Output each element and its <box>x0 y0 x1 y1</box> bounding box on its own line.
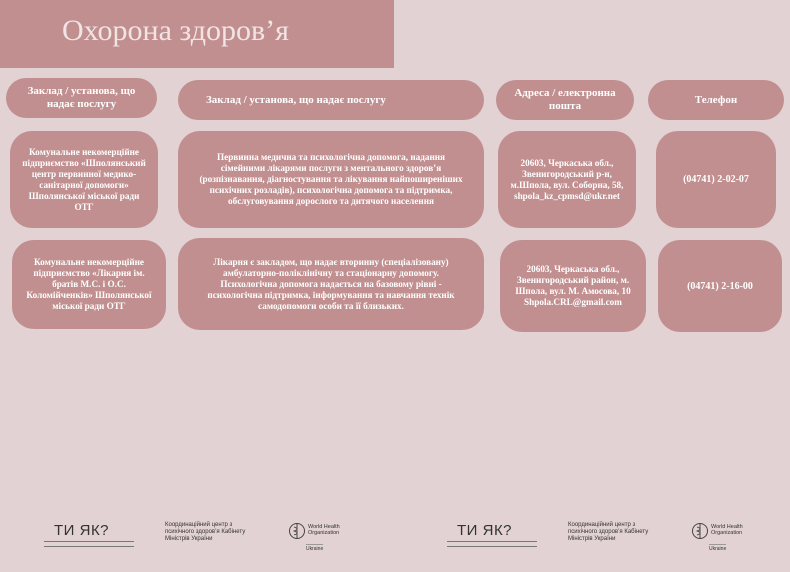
who-emblem-icon <box>691 522 709 540</box>
ty-yak-logo: ТИ ЯК? <box>54 522 110 539</box>
who-text: World Health Organization <box>711 524 743 536</box>
page-title: Охорона здоров’я <box>62 14 289 47</box>
coordination-center-text: Координаційний центр з психічного здоров’я Кабінету Міністрів України <box>568 522 649 542</box>
header-institution-service: Заклад / установа, що надає послугу <box>178 80 484 120</box>
row2-institution: Комунальне некомерційне підприємство «Лікарня ім. братів М.С. і О.С. Коломійченків» Шполянської міської ради ОТГ <box>12 240 166 329</box>
header-address: Адреса / електронна пошта <box>496 80 634 120</box>
footer-logos-right <box>395 518 790 552</box>
header-phone: Телефон <box>648 80 784 120</box>
footer-logos-left <box>0 518 395 552</box>
row1-phone: (04741) 2-02-07 <box>656 131 776 228</box>
row1-service: Первинна медична та психологічна допомога, надання сімейними лікарями послуги з ментального здоров’я (розпізнавання, діагностування та лікування найпоширеніших психічних розладів), психологічна допомога та підтримка, обслуговування дорослого та дитячого населення <box>178 131 484 228</box>
row2-service: Лікарня є закладом, що надає вторинну (спеціалізовану) амбулаторно-поліклінічну та стаціонарну допомогу. Психологічна допомога надається на базовому рівні - психологічна підтримка, інформування та навчання технік самодопомоги особи та її близьких. <box>178 238 484 330</box>
row1-address: 20603, Черкаська обл., Звенигородський р-н, м.Шпола, вул. Соборна, 58, shpola_kz_cpmsd@ukr.net <box>498 131 636 228</box>
who-country: Ukraine <box>709 546 727 552</box>
ty-yak-logo-underline <box>44 541 134 547</box>
row1-institution: Комунальне некомерційне підприємство «Шполянський центр первинної медико-санітарної допомоги» Шполянської міської ради ОТГ <box>10 131 158 228</box>
header-institution: Заклад / установа, що надає послугу <box>6 78 157 118</box>
row2-phone: (04741) 2-16-00 <box>658 240 782 332</box>
coordination-center-text: Координаційний центр з психічного здоров’я Кабінету Міністрів України <box>165 522 246 542</box>
ty-yak-logo: ТИ ЯК? <box>457 522 513 539</box>
who-country: Ukraine <box>306 546 324 552</box>
who-text: World Health Organization <box>308 524 340 536</box>
row2-address: 20603, Черкаська обл., Звенигородський район, м. Шпола, вул. М. Амосова, 10 Shpola.CRL@gmail.com <box>500 240 646 332</box>
ty-yak-logo-underline <box>447 541 537 547</box>
who-emblem-icon <box>288 522 306 540</box>
